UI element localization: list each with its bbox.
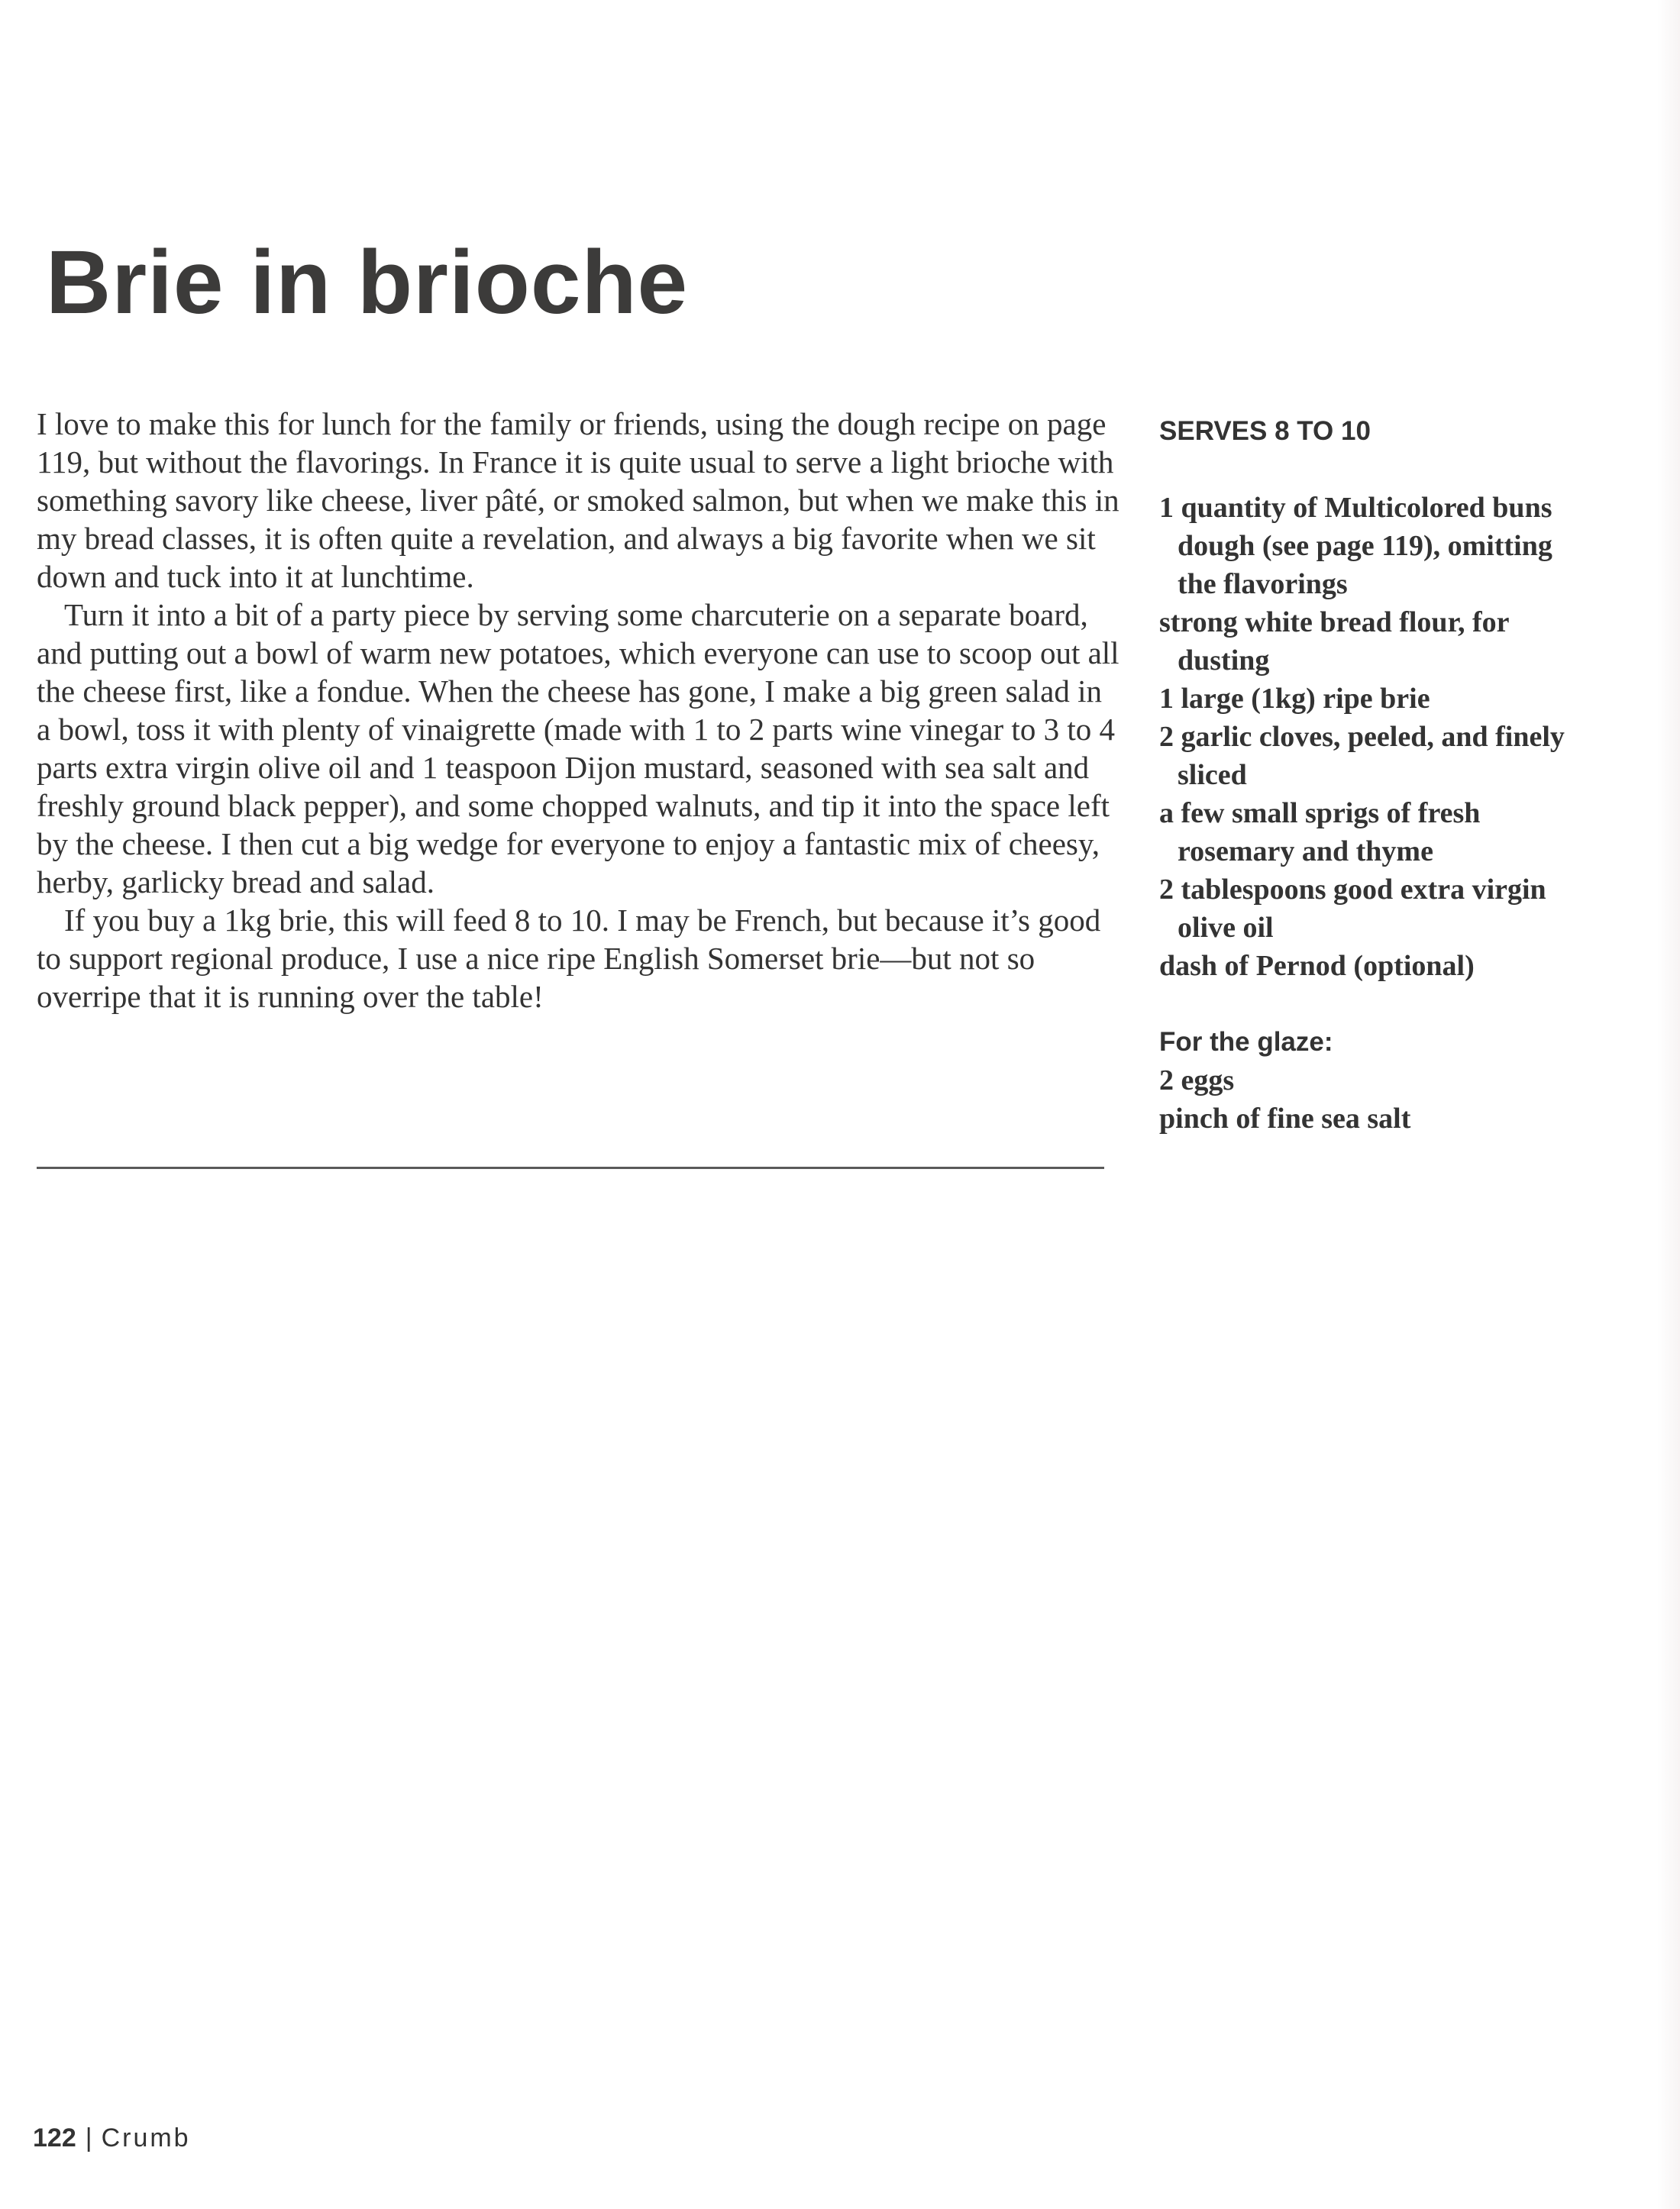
intro-paragraph: If you buy a 1kg brie, this will feed 8 to 10. I may be French, but because it’s good to support regional produce, I use a nice ripe English Somerset brie—but not so overripe that it is running over the table! [37,903,1101,1014]
serves-label: SERVES 8 TO 10 [1159,416,1371,446]
ingredient-item: strong white bread flour, for dusting [1159,606,1509,677]
glaze-ingredient-item: 2 eggs [1159,1064,1235,1096]
ingredient-item: 2 garlic cloves, peeled, and finely sliced [1159,721,1565,791]
glaze-ingredient-item: pinch of fine sea salt [1159,1103,1411,1135]
ingredient-item: 1 quantity of Multicolored buns dough (see page 119), omitting the flavorings [1159,492,1552,600]
glaze-ingredient-list [1159,1061,1587,1138]
ingredient-item: dash of Pernod (optional) [1159,950,1475,982]
section-divider [37,1167,1104,1169]
page-number: 122 [33,2123,76,2152]
ingredients-sidebar [1159,412,1587,1138]
recipe-intro [37,405,1121,1016]
page-footer [33,2119,191,2157]
ingredient-item: 1 large (1kg) ripe brie [1159,683,1430,715]
recipe-title: Brie in brioche [46,232,689,333]
footer-separator: | [85,2123,92,2152]
intro-paragraph: Turn it into a bit of a party piece by serving some charcuterie on a separate board, and putting out a bowl of warm new potatoes, which everyone can use to scoop out all the cheese first, like a fondue. When the cheese has gone, I make a big green salad in a bowl, toss it with plenty of vinaigrette (made with 1 to 2 parts wine vinegar to 3 to 4 parts extra virgin olive oil and 1 teaspoon Dijon mustard, seasoned with sea salt and freshly ground black pepper), and some chopped walnuts, and tip it into the space left by the cheese. I then cut a big wedge for everyone to enjoy a fantastic mix of cheesy, herby, garlicky bread and salad. [37,597,1119,899]
intro-paragraph: I love to make this for lunch for the family or friends, using the dough recipe on page 119, but without the flavorings. In France it is quite usual to serve a light brioche with something savory like cheese, liver pâté, or smoked salmon, but when we make this in my bread classes, it is often quite a revelation, and always a big favorite when we sit down and tuck into it at lunchtime. [37,406,1119,594]
ingredient-list [1159,489,1587,985]
ingredient-item: a few small sprigs of fresh rosemary and thyme [1159,797,1481,867]
book-title: Crumb [101,2123,191,2152]
glaze-heading: For the glaze: [1159,1027,1333,1057]
page-edge-shadow [1657,0,1680,2209]
ingredient-item: 2 tablespoons good extra virgin olive oil [1159,874,1546,944]
